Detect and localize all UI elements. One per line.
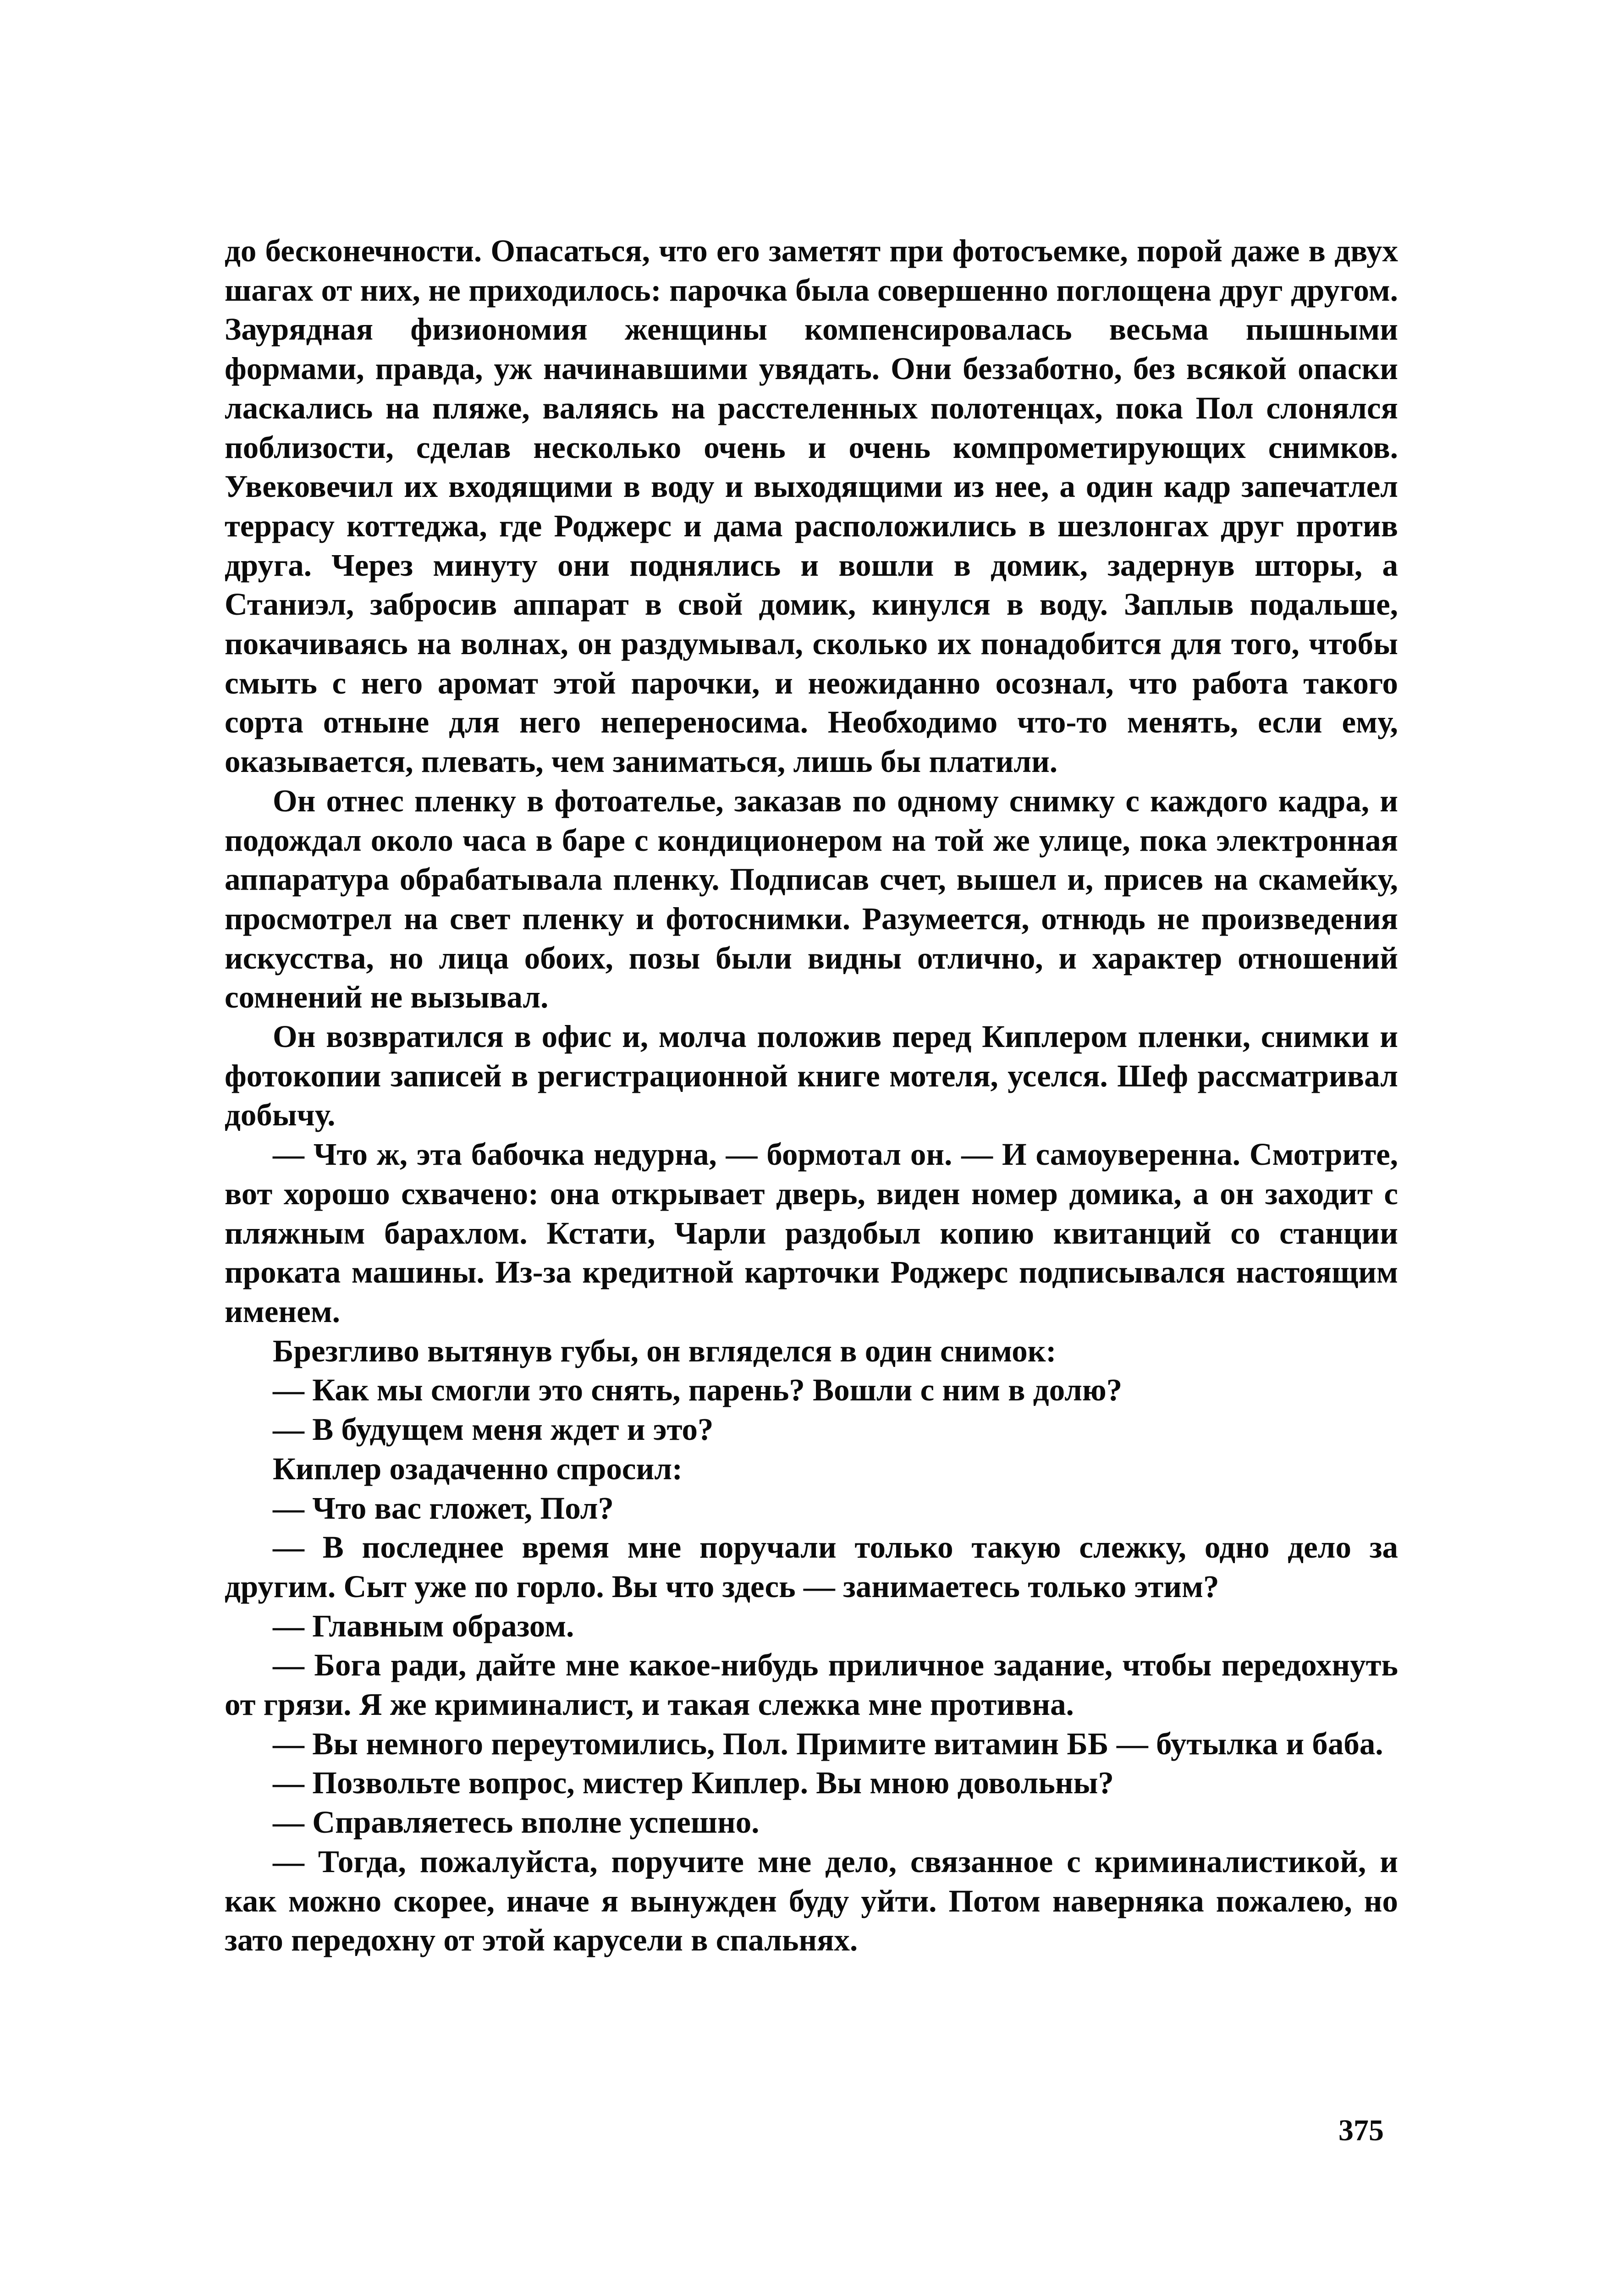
paragraph-4: — Что ж, эта бабочка недурна, — бормотал он. — И самоуверенна. Смотрите, вот хорошо схвачено: она открывает дверь, виден номер домика, а он заходит с пляжным барахлом. Кстати, Чарли раздобыл копию квитанций со станции проката машины. Из-за кредитной карточки Роджерс подписывался настоящим именем. <box>225 1137 1398 1329</box>
paragraph-16: — Тогда, пожалуйста, поручите мне дело, связанное с криминалистикой, и как можно скорее, иначе я вынужден буду уйти. Потом наверняка пожалею, но зато передохну от этой карусели в спальнях. <box>225 1844 1398 1958</box>
page-number: 375 <box>1338 2114 1384 2147</box>
paragraph-7: — В будущем меня ждет и это? <box>273 1412 714 1447</box>
paragraph-11: — Главным образом. <box>273 1608 574 1643</box>
paragraph-10: — В последнее время мне поручали только такую слежку, одно дело за другим. Сыт уже по горло. Вы что здесь — занимаетесь только этим? <box>225 1530 1398 1604</box>
paragraph-8: Киплер озадаченно спросил: <box>273 1451 683 1486</box>
paragraph-9: — Что вас гложет, Пол? <box>273 1490 614 1526</box>
paragraph-2: Он отнес пленку в фотоателье, заказав по одному снимку с каждого кадра, и подождал около часа в баре с кондиционером на той же улице, пока электронная аппаратура обрабатывала пленку. Подписав счет, вышел и, присев на скамейку, просмотрел на свет пленку и фотоснимки. Разумеется, отнюдь не произведения искусства, но лица обоих, позы были видны отлично, и характер отношений сомнений не вызывал. <box>225 783 1398 1015</box>
paragraph-14: — Позвольте вопрос, мистер Киплер. Вы мною довольны? <box>273 1765 1114 1801</box>
paragraph-5: Брезгливо вытянув губы, он вгляделся в один снимок: <box>273 1333 1057 1368</box>
paragraph-1: до бесконечности. Опасаться, что его заметят при фотосъемке, порой даже в двух шагах от них, не приходилось: парочка была совершенно поглощена друг другом. Заурядная физиономия женщины компенсировалась весьма пышными формами, правда, уж начинавшими увядать. Они беззаботно, без всякой опаски ласкались на пляже, валяясь на расстеленных полотенцах, пока Пол слонялся поблизости, сделав несколько очень и очень компрометирующих снимков. Увековечил их входящими в воду и выходящими из нее, а один кадр запечатлел террасу коттеджа, где Роджерс и дама расположились в шезлонгах друг против друга. Через минуту они поднялись и вошли в домик, задернув шторы, а Станиэл, забросив аппарат в свой домик, кинулся в воду. Заплыв подальше, покачиваясь на волнах, он раздумывал, сколько их понадобится для того, чтобы смыть с него аромат этой парочки, и неожиданно осознал, что работа такого сорта отныне для него непереносима. Необходимо что-то менять, если ему, оказывается, плевать, чем заниматься, лишь бы платили. <box>225 233 1398 779</box>
paragraph-13: — Вы немного переутомились, Пол. Примите витамин ББ — бутылка и баба. <box>273 1726 1383 1761</box>
page-body-text <box>225 231 1398 1960</box>
paragraph-12: — Бога ради, дайте мне какое-нибудь приличное задание, чтобы передохнуть от грязи. Я же криминалист, и такая слежка мне противна. <box>225 1647 1398 1722</box>
paragraph-15: — Справляетесь вполне успешно. <box>273 1805 760 1840</box>
paragraph-6: — Как мы смогли это снять, парень? Вошли с ним в долю? <box>273 1372 1123 1408</box>
paragraph-3: Он возвратился в офис и, молча положив перед Киплером пленки, снимки и фотокопии записей в регистрационной книге мотеля, уселся. Шеф рассматривал добычу. <box>225 1019 1398 1133</box>
